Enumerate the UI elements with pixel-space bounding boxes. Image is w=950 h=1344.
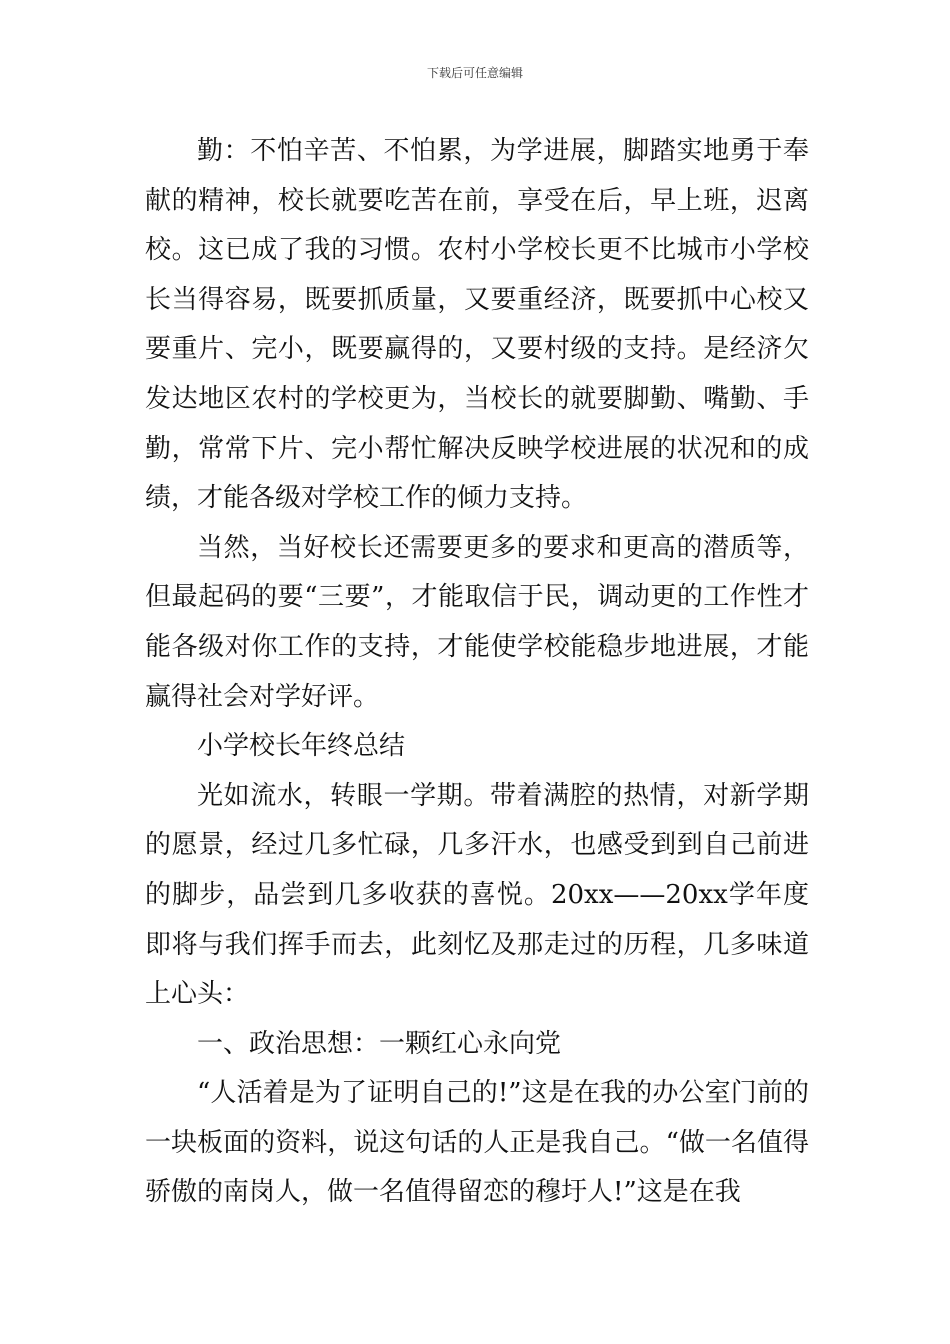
document-body bbox=[145, 127, 809, 1218]
page-header-note: 下载后可任意编辑 bbox=[426, 66, 523, 80]
section-title: 小学校长年终总结 bbox=[197, 731, 406, 762]
paragraph-conclusion: 当然，当好校长还需要更多的要求和更高的潜质等，但最起码的要“三要”，才能取信于民，调动更的工作性才能各级对你工作的支持，才能使学校能稳步地进展，才能赢得社会对学好评。 bbox=[145, 532, 809, 712]
paragraph-diligence: 勤：不怕辛苦、不怕累，为学进展，脚踏实地勇于奉献的精神，校长就要吃苦在前，享受在后，早上班，迟离校。这已成了我的习惯。农村小学校长更不比城市小学校长当得容易，既要抓质量，又要重经济，既要抓中心校又要重片、完小，既要赢得的，又要村级的支持。是经济欠发达地区农村的学校更为，当校长的就要脚勤、嘴勤、手勤，常常下片、完小帮忙解决反映学校进展的状况和的成绩，才能各级对学校工作的倾力支持。 bbox=[145, 136, 809, 514]
paragraph-intro: 光如流水，转眼一学期。带着满腔的热情，对新学期的愿景，经过几多忙碌，几多汗水，也感受到到自己前进的脚步，品尝到几多收获的喜悦。20xx——20xx学年度即将与我们挥手而去，此刻忆及那走过的历程，几多味道上心头： bbox=[145, 780, 809, 1010]
subsection-heading: 一、政治思想：一颗红心永向党 bbox=[197, 1028, 562, 1059]
paragraph-politics: “人活着是为了证明自己的!”这是在我的办公室门前的一块板面的资料，说这句话的人正是我自己。“做一名值得骄傲的南岗人，做一名值得留恋的穆圩人!”这是在我 bbox=[145, 1078, 809, 1208]
